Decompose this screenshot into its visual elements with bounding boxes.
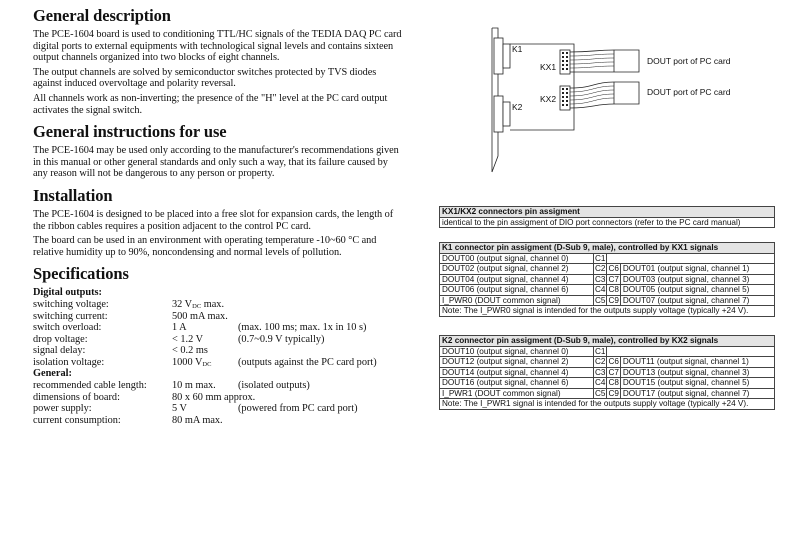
- k2-table-wrap: [439, 335, 775, 410]
- pin-table-note: Note: The I_PWR0 signal is intended for the outputs supply voltage (typically +24 V).: [440, 306, 775, 317]
- left-signal: DOUT14 (output signal, channel 4): [440, 367, 594, 378]
- spec-label: power supply:: [33, 403, 92, 415]
- kx-table-title: KX1/KX2 connectors pin assigment: [440, 207, 775, 218]
- table-row: [440, 346, 775, 357]
- k2-table: [439, 335, 775, 410]
- table-row: [440, 285, 775, 296]
- left-pin: C4: [595, 378, 606, 387]
- kx-table-text: identical to the pin assigment of DIO port connectors (refer to the PC card manual): [440, 217, 775, 228]
- spec-label: recommended cable length:: [33, 380, 147, 392]
- general-description-p3: All channels work as non-inverting; the presence of the "H" level at the PC card output activates the signal switch.: [33, 92, 388, 116]
- left-signal: DOUT06 (output signal, channel 6): [440, 285, 594, 296]
- left-signal: DOUT16 (output signal, channel 6): [440, 378, 594, 389]
- spec-note: (max. 100 ms; max. 1x in 10 s): [238, 322, 367, 334]
- pin-table-note: Note: The I_PWR1 signal is intended for the outputs supply voltage (typically +24 V).: [440, 399, 775, 410]
- spec-label: signal delay:: [33, 345, 86, 357]
- spec-note: (powered from PC card port): [238, 403, 358, 415]
- right-signal: DOUT03 (output signal, channel 3): [620, 274, 774, 285]
- kx2-label: KX2: [540, 94, 557, 104]
- general-description-heading: General description: [33, 6, 171, 25]
- right-signal: DOUT07 (output signal, channel 7): [620, 295, 774, 306]
- spec-value: 1 A: [172, 322, 187, 334]
- table-row: [440, 253, 775, 264]
- spec-value: 500 mA max.: [172, 310, 228, 322]
- right-signal: DOUT13 (output signal, channel 3): [620, 367, 774, 378]
- spec-label: isolation voltage:: [33, 356, 105, 368]
- left-pin: C3: [595, 274, 606, 284]
- right-pin: C9: [608, 388, 619, 398]
- general-description-p1: The PCE-1604 board is used to conditioning TTL/HC signals of the TEDIA DAQ PC card digital ports to external equipments with technological signal levels and contains sixteen output channels organized into two blocks of eight channels.: [33, 29, 402, 64]
- left-signal: I_PWR0 (DOUT common signal): [440, 295, 594, 306]
- spec-label: dimensions of board:: [33, 391, 120, 403]
- specifications-heading: Specifications: [33, 264, 129, 284]
- board-diagram: [484, 24, 784, 174]
- table-row: [440, 367, 775, 378]
- general-title: General:: [33, 368, 72, 380]
- spec-row: [33, 311, 403, 323]
- general-instructions-heading: General instructions for use: [33, 122, 227, 142]
- spec-row: [33, 392, 403, 404]
- spec-label: switching current:: [33, 310, 108, 322]
- left-pin: C2: [595, 264, 606, 273]
- right-pin: C6: [608, 264, 619, 273]
- digital-outputs-title: Digital outputs:: [33, 287, 102, 299]
- left-pin: C2: [595, 357, 606, 366]
- right-signal: DOUT15 (output signal, channel 5): [620, 378, 774, 389]
- spec-value: 32 $V_{DC}$ max.: [172, 298, 225, 310]
- k1-table: [439, 242, 775, 317]
- right-signal: DOUT11 (output signal, channel 1): [620, 357, 774, 368]
- spec-row: [33, 299, 403, 311]
- table-row: [440, 378, 775, 389]
- table-row: [440, 295, 775, 306]
- digital-outputs-list: [33, 299, 403, 369]
- left-signal: DOUT10 (output signal, channel 0): [440, 346, 594, 357]
- table-row: [440, 357, 775, 368]
- right-signal: DOUT01 (output signal, channel 1): [620, 264, 774, 275]
- table-row: [440, 264, 775, 275]
- right-pin: C7: [608, 367, 619, 377]
- spec-label: switching voltage:: [33, 298, 109, 310]
- spec-row: [33, 345, 403, 357]
- right-signal: DOUT05 (output signal, channel 5): [620, 285, 774, 296]
- spec-note: (0.7~0.9 V typically): [238, 333, 325, 345]
- table-row: [440, 388, 775, 399]
- left-column: [33, 6, 403, 426]
- kx-table-wrap: [439, 206, 775, 228]
- spec-row: [33, 380, 403, 392]
- dout-port-label-2: DOUT port of PC card: [647, 87, 731, 97]
- left-signal: I_PWR1 (DOUT common signal): [440, 388, 594, 399]
- spec-value: 5 V: [172, 403, 187, 415]
- installation-p1: The PCE-1604 is designed to be placed into a free slot for expansion cards, the length of the ribbon cables requires a position adjacent to the control PC card.: [33, 208, 394, 232]
- installation-p2: The board can be used in an environment with operating temperature -10~60 °C and relative humidity up to 90%, noncondensing and normal levels of pollution.: [33, 235, 377, 258]
- spec-value: < 1.2 V: [172, 333, 204, 345]
- k1-table-wrap: [439, 242, 775, 317]
- right-pin: C8: [608, 378, 619, 387]
- right-pin: C9: [608, 295, 619, 305]
- spec-value: < 0.2 ms: [172, 345, 208, 357]
- left-pin: C1: [595, 253, 606, 263]
- spec-label: switch overload:: [33, 322, 102, 334]
- spec-row: [33, 357, 403, 369]
- blank-cell: [607, 346, 775, 357]
- general-description-p2: The output channels are solved by semiconductor switches protected by TVS diodes against induced overvoltage and polarity reversal.: [33, 66, 377, 90]
- left-pin: C5: [595, 295, 606, 305]
- spec-label: current consumption:: [33, 414, 121, 426]
- right-signal: DOUT17 (output signal, channel 7): [620, 388, 774, 399]
- spec-row: [33, 334, 403, 346]
- left-pin: C3: [595, 367, 606, 377]
- left-signal: DOUT00 (output signal, channel 0): [440, 253, 594, 264]
- pin-table-title: K1 connector pin assigment (D-Sub 9, male), controlled by KX1 signals: [440, 243, 775, 254]
- spec-row: [33, 403, 403, 415]
- dout-port-label-1: DOUT port of PC card: [647, 56, 731, 66]
- table-row: [440, 274, 775, 285]
- kx-table: [439, 206, 775, 228]
- spec-row: [33, 415, 403, 427]
- spec-value: 10 m max.: [172, 380, 216, 392]
- spec-value: 80 x 60 mm approx.: [172, 391, 256, 403]
- right-pin: C6: [608, 357, 619, 366]
- left-pin: C4: [595, 285, 606, 294]
- general-instructions-p1: The PCE-1604 may be used only according to the manufacturer's recommendations given in this manual or other general standards and only such a way, that its failure caused by any reason will not be dangerous to any person or property.: [33, 145, 399, 180]
- spec-value: 1000 $V_{DC}$: [172, 356, 212, 368]
- left-signal: DOUT12 (output signal, channel 2): [440, 357, 594, 368]
- k1-label: K1: [512, 44, 523, 54]
- left-pin: C1: [595, 346, 606, 356]
- kx1-label: KX1: [540, 62, 557, 72]
- spec-value: 80 mA max.: [172, 414, 223, 426]
- spec-note: (outputs against the PC card port): [238, 356, 377, 368]
- spec-label: drop voltage:: [33, 333, 88, 345]
- general-list: [33, 380, 403, 426]
- board-drawing: [484, 24, 784, 174]
- k2-label: K2: [512, 102, 523, 112]
- right-pin: C8: [608, 285, 619, 294]
- spec-value-subscript: DC: [202, 360, 212, 368]
- left-signal: DOUT04 (output signal, channel 4): [440, 274, 594, 285]
- spec-note: (isolated outputs): [238, 380, 310, 392]
- spec-row: [33, 322, 403, 334]
- right-pin: C7: [608, 274, 619, 284]
- pin-table-title: K2 connector pin assigment (D-Sub 9, male), controlled by KX2 signals: [440, 336, 775, 347]
- spec-value-subscript: DC: [192, 302, 202, 310]
- installation-heading: Installation: [33, 185, 113, 205]
- blank-cell: [607, 253, 775, 264]
- left-pin: C5: [595, 388, 606, 398]
- left-signal: DOUT02 (output signal, channel 2): [440, 264, 594, 275]
